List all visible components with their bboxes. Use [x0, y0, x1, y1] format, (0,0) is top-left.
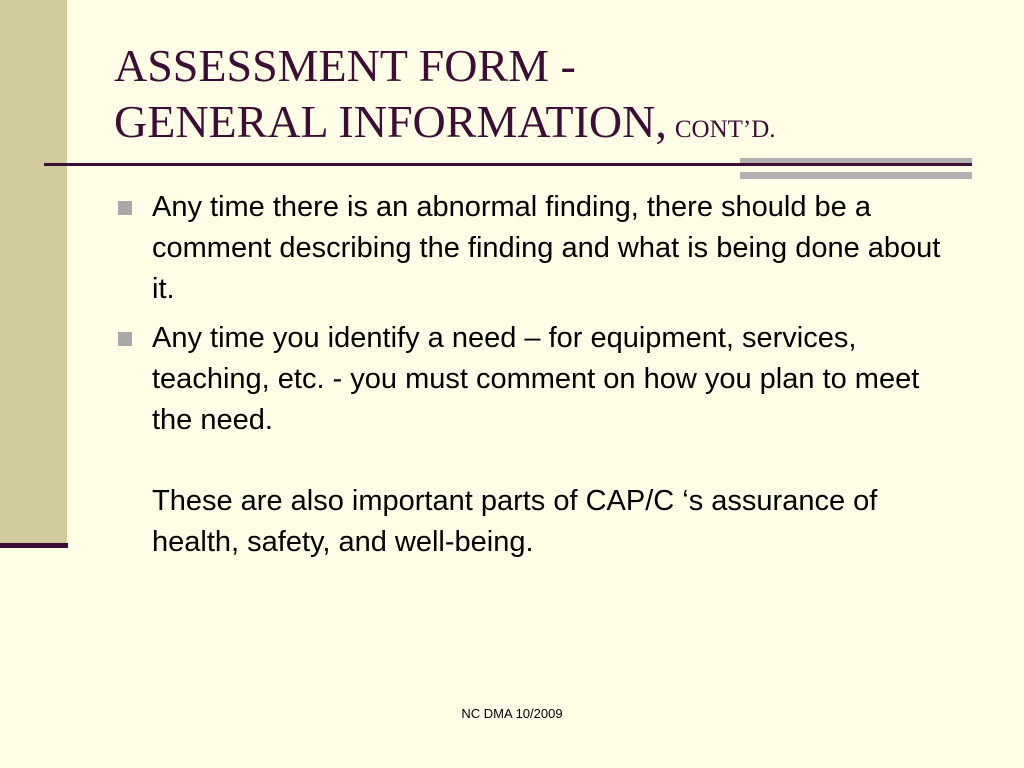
title-rule	[44, 163, 972, 166]
title-line-2	[114, 94, 974, 158]
bullet-item	[114, 318, 954, 441]
square-bullet-icon	[118, 201, 132, 215]
slide-body	[114, 187, 954, 563]
title-suffix: CONT’D.	[674, 116, 776, 143]
square-bullet-icon	[118, 332, 132, 346]
bullet-text: Any time you identify a need – for equipment, services, teaching, etc. - you must comment on how you plan to meet the need.	[152, 322, 920, 436]
bullet-item	[114, 187, 954, 310]
closing-paragraph: These are also important parts of CAP/C ‘s assurance of health, safety, and well-being.	[152, 485, 878, 558]
slide-title	[114, 38, 974, 158]
title-line-2-text: GENERAL INFORMATION,	[114, 96, 667, 147]
left-accent-bar	[0, 543, 68, 548]
bullet-text: Any time there is an abnormal finding, there should be a comment describing the finding and what is being done about it.	[152, 191, 941, 305]
left-decorative-band	[0, 0, 67, 543]
title-line-1: ASSESSMENT FORM -	[114, 40, 576, 91]
title-rule-gray-bottom	[740, 172, 972, 179]
footer-text: NC DMA 10/2009	[461, 706, 563, 721]
